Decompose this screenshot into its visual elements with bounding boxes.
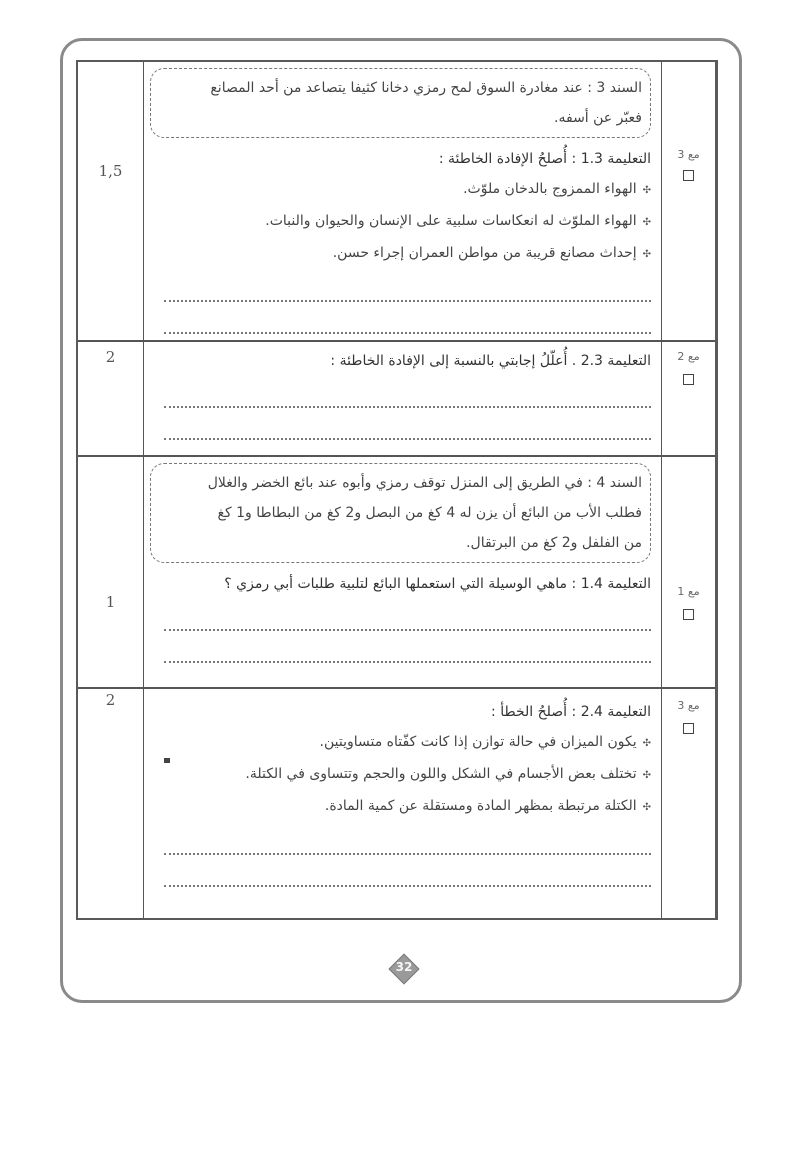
answer-line[interactable] (164, 823, 651, 855)
criteria-label: مع 1 (677, 585, 700, 598)
bullet-icon: ✣ (642, 249, 651, 260)
document-box-sanad-4 (150, 463, 651, 563)
criteria-label: مع 3 (677, 699, 700, 712)
score-value: 1 (105, 593, 116, 611)
statement-item: ✣إحداث مصانع قريبة من مواطن العمران إجراء حسن. (332, 245, 651, 261)
bullet-icon: ✣ (642, 217, 651, 228)
checkbox-icon[interactable] (683, 374, 694, 385)
score-value: 1,5 (98, 162, 123, 180)
question-row-2 (78, 342, 715, 457)
answer-line[interactable] (164, 270, 651, 302)
statement-item: ✣الهواء الملوّث له انعكاسات سلبية على الإنسان والحيوان والنبات. (265, 213, 651, 229)
score-cell (78, 457, 144, 687)
criteria-cell (661, 457, 715, 687)
score-cell (78, 689, 144, 918)
bullet-icon: ✣ (642, 185, 651, 196)
bullet-icon: ✣ (642, 738, 651, 749)
criteria-cell (661, 689, 715, 918)
score-value: 2 (105, 691, 116, 709)
document-box-sanad-3 (150, 68, 651, 138)
score-value: 2 (105, 348, 116, 366)
page-number: 32 (395, 960, 413, 974)
scan-artifact (164, 758, 170, 763)
criteria-cell (661, 62, 715, 340)
question-row-4 (78, 689, 715, 918)
content-cell (144, 342, 661, 455)
checkbox-icon[interactable] (683, 723, 694, 734)
checkbox-icon[interactable] (683, 609, 694, 620)
statement-item: ✣الكتلة مرتبطة بمظهر المادة ومستقلة عن كمية المادة. (324, 798, 651, 814)
instruction-2-4: التعليمة 2.4 : أُصلحُ الخطأ : (491, 704, 651, 720)
criteria-cell (661, 342, 715, 455)
answer-line[interactable] (164, 855, 651, 887)
question-row-3 (78, 457, 715, 689)
exam-table (76, 60, 718, 920)
score-cell (78, 62, 144, 340)
document-line: السند 4 : في الطريق إلى المنزل توقف رمزي وأبوه عند بائع الخضر والغلال (207, 475, 642, 491)
instruction-1-3: التعليمة 1.3 : أُصلحُ الإفادة الخاطئة : (438, 151, 651, 167)
document-line: السند 3 : عند مغادرة السوق لمح رمزي دخانا كثيفا يتصاعد من أحد المصانع (210, 80, 642, 96)
answer-line[interactable] (164, 599, 651, 631)
answer-line[interactable] (164, 408, 651, 440)
statement-item: ✣تختلف بعض الأجسام في الشكل واللون والحجم وتتساوى في الكتلة. (245, 766, 651, 782)
question-row-1 (78, 62, 715, 342)
document-line: فعبّر عن أسفه. (554, 110, 642, 126)
bullet-icon: ✣ (642, 770, 651, 781)
criteria-label: مع 2 (677, 350, 700, 363)
bullet-icon: ✣ (642, 802, 651, 813)
answer-line[interactable] (164, 302, 651, 334)
statement-item: ✣الهواء الممزوج بالدخان ملوّث. (463, 181, 651, 197)
score-cell (78, 342, 144, 455)
statement-item: ✣يكون الميزان في حالة توازن إذا كانت كفّتاه متساويتين. (319, 734, 651, 750)
answer-line[interactable] (164, 631, 651, 663)
criteria-label: مع 3 (677, 148, 700, 161)
answer-line[interactable] (164, 376, 651, 408)
content-cell (144, 62, 661, 340)
content-cell (144, 457, 661, 687)
instruction-1-4: التعليمة 1.4 : ماهي الوسيلة التي استعملها البائع لتلبية طلبات أبي رمزي ؟ (224, 576, 651, 592)
checkbox-icon[interactable] (683, 170, 694, 181)
document-line: فطلب الأب من البائع أن يزن له 4 كغ من البصل و2 كغ من البطاطا و1 كغ (217, 505, 642, 521)
document-line: من الفلفل و2 كغ من البرتقال. (466, 535, 642, 551)
instruction-2-3: التعليمة 2.3 . أُعلّلُ إجابتي بالنسبة إلى الإفادة الخاطئة : (330, 353, 651, 369)
content-cell (144, 689, 661, 918)
